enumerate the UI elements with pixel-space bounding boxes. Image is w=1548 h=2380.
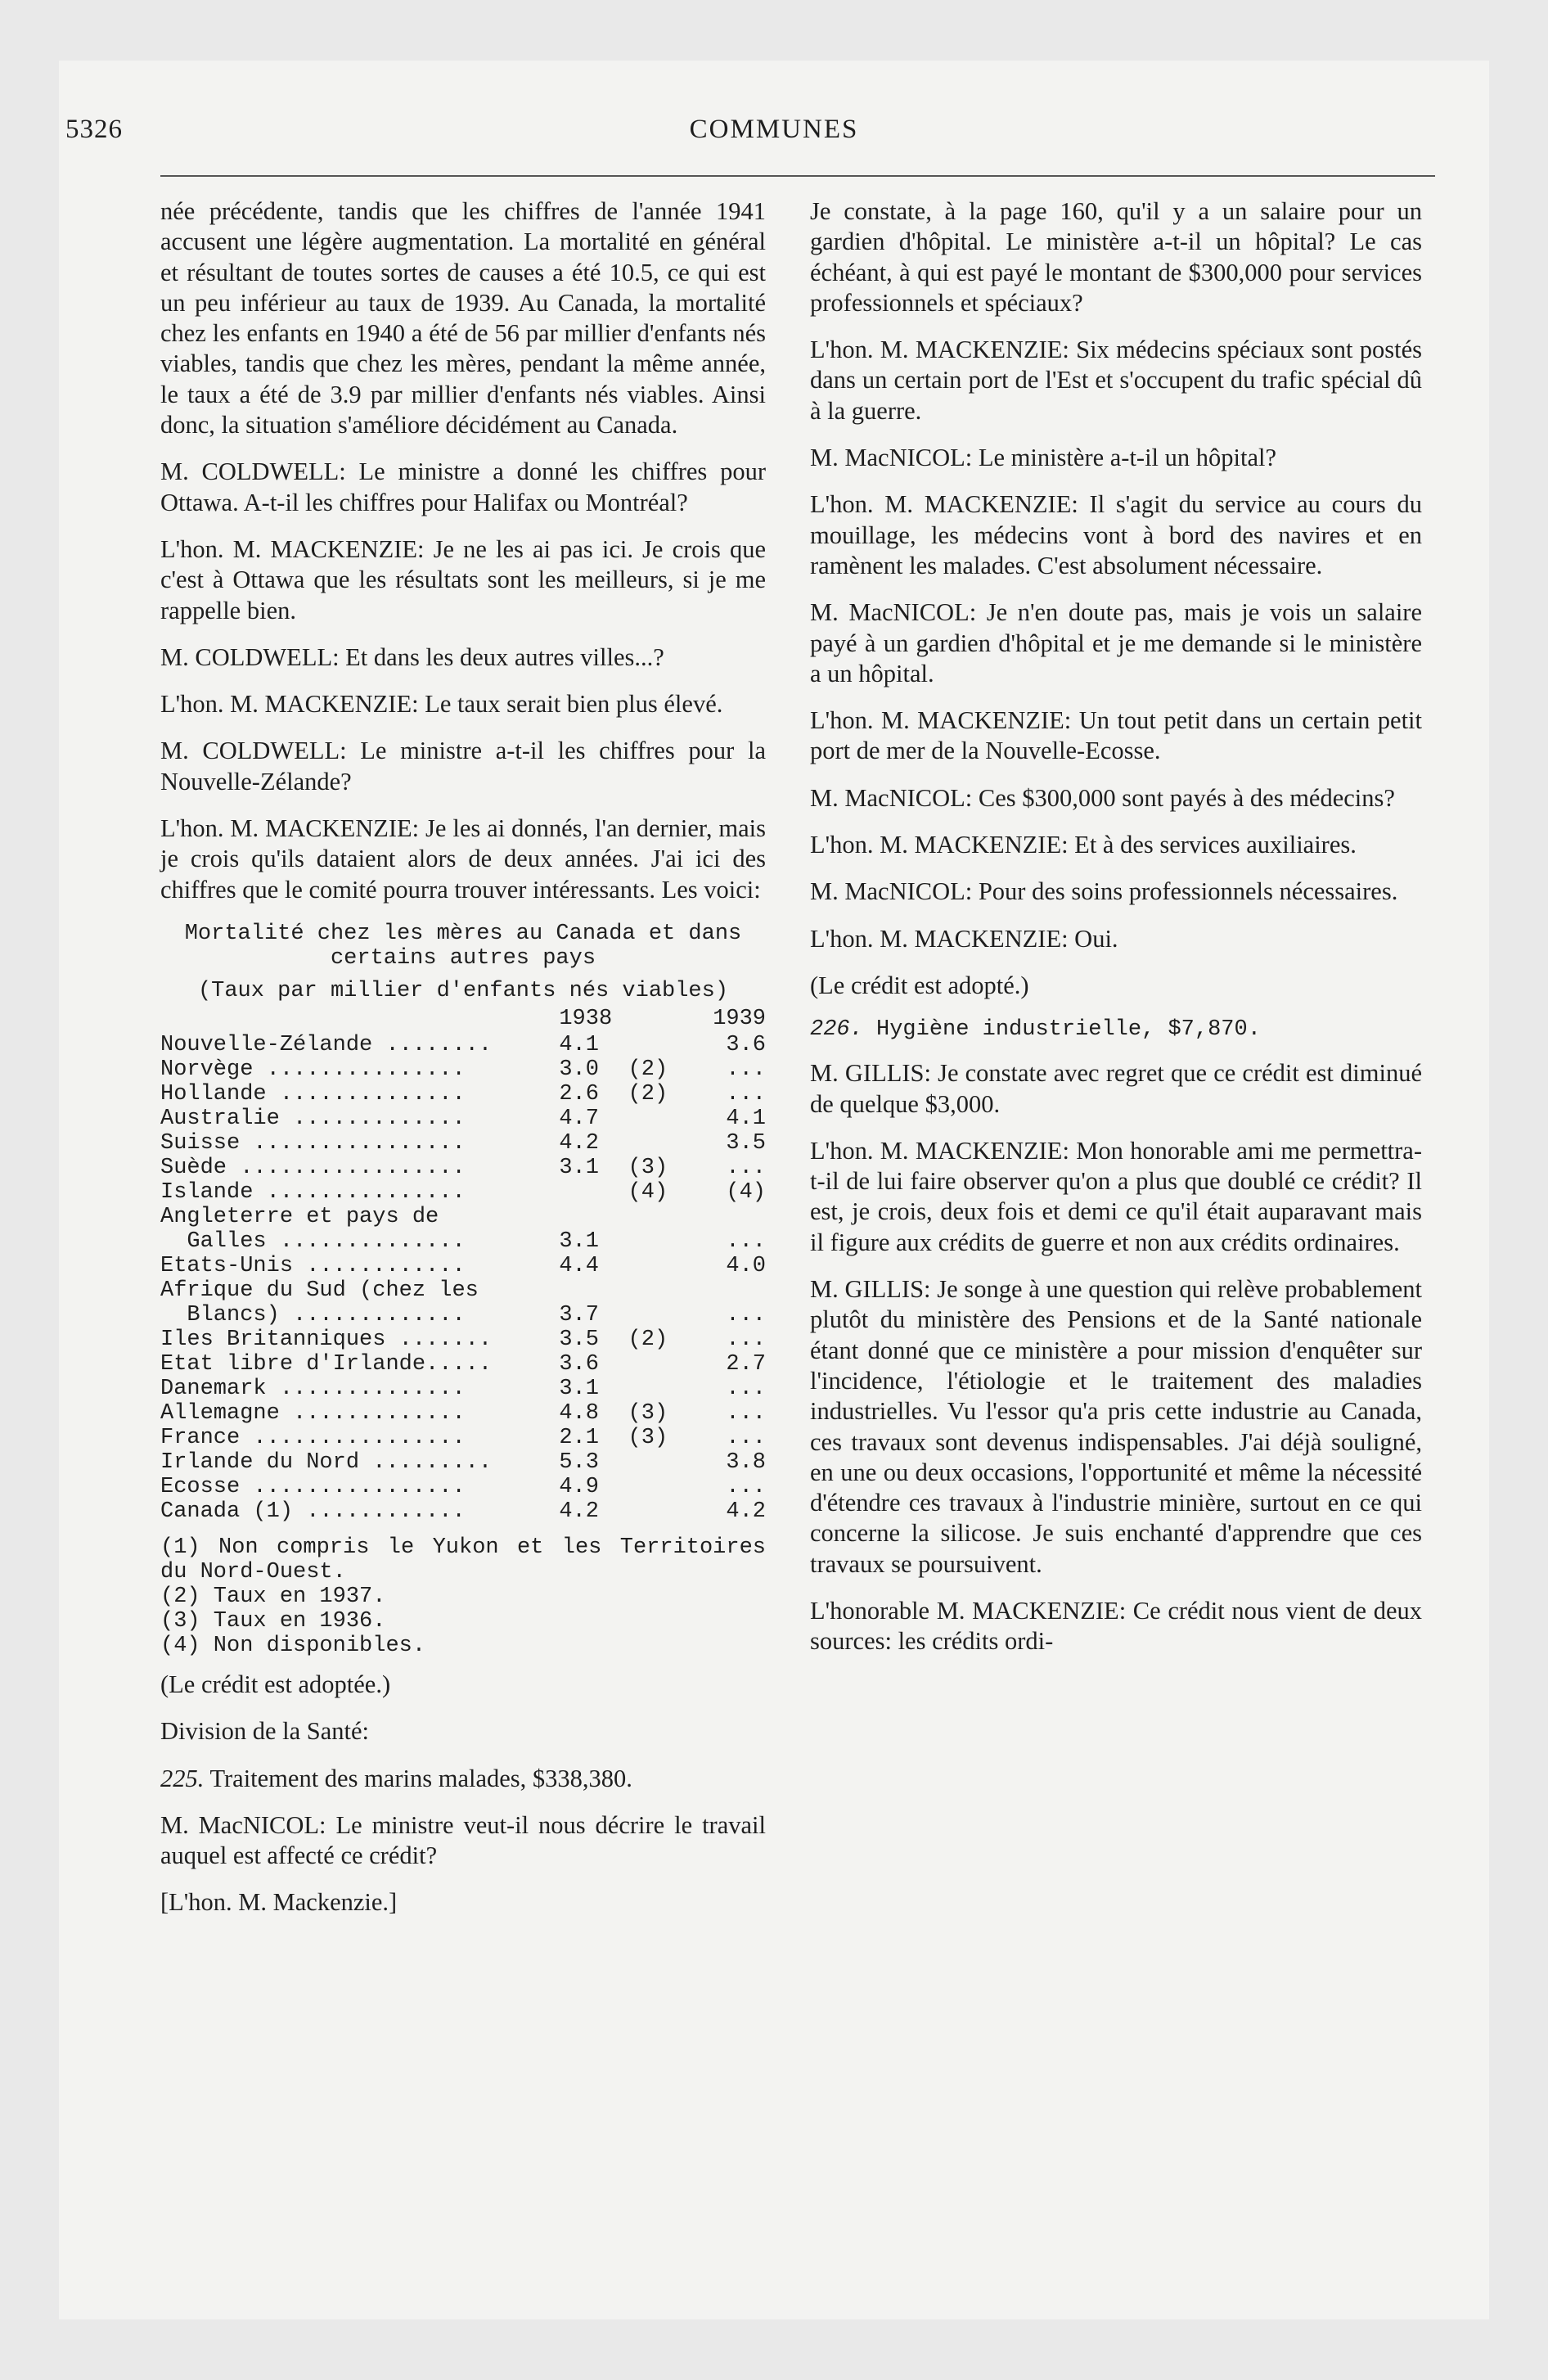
value-1938-cell: 3.5 — [559, 1327, 599, 1352]
table-row — [160, 1131, 766, 1156]
paragraph: L'hon. M. MACKENZIE: Un tout petit dans un certain petit port de mer de la Nouvelle-Ecosse. — [810, 706, 1422, 765]
footnote: (1) Non compris le Yukon et les Territoires du Nord-Ouest. — [160, 1535, 766, 1584]
country-cell: Australie ............. — [160, 1106, 466, 1131]
value-1938-cell: 4.2 — [559, 1130, 599, 1156]
paragraph: M. COLDWELL: Le ministre a donné les chiffres pour Ottawa. A-t-il les chiffres pour Halifax ou Montréal? — [160, 458, 766, 516]
paragraph: M. MacNICOL: Le ministère a-t-il un hôpital? — [810, 444, 1277, 472]
table-row — [160, 1450, 766, 1475]
country-cell: Galles .............. — [160, 1228, 466, 1254]
paragraph: [L'hon. M. Mackenzie.] — [160, 1888, 398, 1917]
country-cell: Suisse ................ — [160, 1130, 466, 1156]
footnote: (4) Non disponibles. — [160, 1633, 426, 1658]
note-cell — [628, 1107, 687, 1131]
page-number: 5326 — [65, 115, 123, 144]
table-row — [160, 1352, 766, 1377]
value-1939-cell: 4.1 — [726, 1106, 766, 1131]
paragraph: M. COLDWELL: Le ministre a-t-il les chiffres pour la Nouvelle-Zélande? — [160, 737, 766, 796]
value-1939-cell: ... — [726, 1302, 766, 1327]
country-cell: Nouvelle-Zélande ........ — [160, 1032, 493, 1057]
column-header-1938: 1938 — [559, 1006, 613, 1031]
vote-number: 225. — [160, 1764, 205, 1792]
running-head: COMMUNES — [689, 115, 859, 144]
table-row — [160, 1426, 766, 1450]
table-row — [160, 1229, 766, 1254]
table-row — [160, 1327, 766, 1352]
value-1939-cell: 3.5 — [726, 1130, 766, 1156]
value-1939-cell — [687, 1205, 766, 1229]
value-1938-cell: 3.1 — [559, 1376, 599, 1401]
note-cell — [628, 1278, 687, 1303]
country-cell: Etat libre d'Irlande..... — [160, 1351, 493, 1377]
value-1939-cell: 3.8 — [726, 1449, 766, 1475]
note-cell — [628, 1303, 687, 1327]
left-column — [160, 196, 766, 1935]
country-cell: Iles Britanniques ....... — [160, 1327, 493, 1352]
column-header-1939: 1939 — [713, 1006, 766, 1031]
value-1938-cell — [559, 1205, 628, 1229]
paragraph: (Le crédit est adopté.) — [810, 971, 1029, 999]
note-cell — [628, 1377, 687, 1401]
paragraph: L'hon. M. MACKENZIE: Le taux serait bien plus élevé. — [160, 690, 723, 719]
value-1938-cell: 4.1 — [559, 1032, 599, 1057]
note-cell — [628, 1450, 687, 1475]
note-cell — [628, 1033, 687, 1057]
value-1938-cell: 3.1 — [559, 1228, 599, 1254]
value-1938-cell: 3.1 — [559, 1155, 599, 1180]
paragraph: M. GILLIS: Je songe à une question qui relève probablement plutôt du ministère des Pensions et de la Santé nationale étant donné que ce ministère a pour mission d'enquêter sur l'incidence, l'étiologie et le traitement des maladies industrielles. Vu l'essor qu'a pris cette industrie au Canada, ces travaux sont devenus indispensables. J'ai déjà souligné, en une ou deux occasions, l'opportunité et même la nécessité d'étendre ces travaux à l'industrie minière, surtout en ce qui concerne la silicose. Je suis enchanté d'apprendre que ces travaux se poursuivent. — [810, 1275, 1422, 1578]
paragraph: L'hon. M. MACKENZIE: Oui. — [810, 924, 1118, 953]
paragraph: M. MacNICOL: Le ministre veut-il nous décrire le travail auquel est affecté ce crédit? — [160, 1810, 766, 1870]
paragraph: L'hon. M. MACKENZIE: Je ne les ai pas ici. Je crois que c'est à Ottawa que les résultats sont les meilleurs, si je me rappelle bien. — [160, 534, 766, 624]
value-1939-cell: (4) — [726, 1179, 766, 1205]
value-1938-cell: 4.2 — [559, 1499, 599, 1524]
value-1939-cell: 2.7 — [726, 1351, 766, 1377]
table-row — [160, 1499, 766, 1524]
table-row — [160, 1156, 766, 1180]
country-cell: Danemark .............. — [160, 1376, 466, 1401]
vote-item — [160, 1764, 766, 1794]
paragraph: L'hon. M. MACKENZIE: Et à des services auxiliaires. — [810, 831, 1357, 859]
value-1939-cell — [687, 1278, 766, 1303]
footnote: (3) Taux en 1936. — [160, 1608, 386, 1634]
value-1938-cell — [559, 1180, 628, 1205]
note-cell: (4) — [628, 1179, 668, 1205]
country-cell: Etats-Unis ............ — [160, 1253, 466, 1278]
table-subtitle: (Taux par millier d'enfants nés viables) — [197, 978, 729, 1003]
paragraph: M. MacNICOL: Pour des soins professionnels nécessaires. — [810, 877, 1398, 906]
value-1939-cell: 4.2 — [726, 1499, 766, 1524]
note-cell: (2) — [628, 1327, 668, 1352]
table-footnotes — [160, 1535, 766, 1658]
value-1938-cell: 4.7 — [559, 1106, 599, 1131]
paragraph: L'hon. M. MACKENZIE: Il s'agit du service au cours du mouillage, les médecins vont à bord des navires et en ramènent les malades. C'est absolument nécessaire. — [810, 490, 1422, 579]
table-row — [160, 1205, 766, 1229]
note-cell — [628, 1131, 687, 1156]
value-1939-cell: ... — [726, 1081, 766, 1107]
table-row — [160, 1033, 766, 1057]
value-1939-cell: ... — [726, 1425, 766, 1450]
table-row — [160, 1475, 766, 1499]
table-row — [160, 1180, 766, 1205]
country-cell: Suède ................. — [160, 1155, 466, 1180]
country-cell: Allemagne ............. — [160, 1400, 466, 1426]
note-cell — [628, 1254, 687, 1278]
note-cell — [628, 1499, 687, 1524]
value-1939-cell: ... — [726, 1057, 766, 1082]
country-cell: Ecosse ................ — [160, 1474, 466, 1499]
table-header-row — [160, 1007, 766, 1033]
value-1938-cell: 4.4 — [559, 1253, 599, 1278]
right-column — [810, 196, 1422, 1674]
table-row — [160, 1401, 766, 1426]
paragraph: M. GILLIS: Je constate avec regret que ce crédit est diminué de quelque $3,000. — [810, 1059, 1422, 1118]
table-row — [160, 1082, 766, 1107]
footnote: (2) Taux en 1937. — [160, 1584, 386, 1609]
value-1939-cell: ... — [726, 1327, 766, 1352]
country-cell: Irlande du Nord ......... — [160, 1449, 493, 1475]
table-row — [160, 1278, 766, 1303]
value-1938-cell: 3.0 — [559, 1057, 599, 1082]
value-1938-cell: 2.6 — [559, 1081, 599, 1107]
table-row — [160, 1303, 766, 1327]
value-1939-cell: ... — [726, 1155, 766, 1180]
value-1938-cell: 4.9 — [559, 1474, 599, 1499]
value-1938-cell: 5.3 — [559, 1449, 599, 1475]
value-1938-cell: 2.1 — [559, 1425, 599, 1450]
value-1939-cell: ... — [726, 1474, 766, 1499]
note-cell: (2) — [628, 1081, 668, 1107]
country-cell: Islande ............... — [160, 1179, 466, 1205]
paragraph: L'honorable M. MACKENZIE: Ce crédit nous vient de deux sources: les crédits ordi- — [810, 1596, 1422, 1656]
mortality-table — [160, 1007, 766, 1524]
vote-text: Traitement des marins malades, $338,380. — [204, 1764, 632, 1792]
value-1939-cell: ... — [726, 1376, 766, 1401]
country-cell: Angleterre et pays de — [160, 1204, 439, 1229]
vote-number: 226. — [810, 1017, 863, 1043]
country-cell: France ................ — [160, 1425, 466, 1450]
table-row — [160, 1107, 766, 1131]
paragraph: L'hon. M. MACKENZIE: Mon honorable ami me permettra-t-il de lui faire observer qu'on a plus que doublé ce crédit? Il est, je crois, deux fois et demi ce qu'il était auparavant mais il figure aux crédits de guerre et non aux crédits ordinaires. — [810, 1136, 1422, 1256]
note-cell — [628, 1475, 687, 1499]
value-1938-cell: 3.7 — [559, 1302, 599, 1327]
value-1938-cell: 4.8 — [559, 1400, 599, 1426]
note-cell — [628, 1352, 687, 1377]
paragraph: Division de la Santé: — [160, 1717, 369, 1746]
vote-item — [810, 1017, 1422, 1042]
note-cell: (3) — [628, 1155, 668, 1180]
paragraph: M. MacNICOL: Ces $300,000 sont payés à des médecins? — [810, 783, 1395, 812]
value-1939-cell: 4.0 — [726, 1253, 766, 1278]
note-cell: (2) — [628, 1057, 668, 1082]
paragraph: M. COLDWELL: Et dans les deux autres villes...? — [160, 642, 664, 671]
country-cell: Afrique du Sud (chez les — [160, 1278, 479, 1303]
paragraph: L'hon. M. MACKENZIE: Je les ai donnés, l'an dernier, mais je crois qu'ils dataient alors de deux années. J'ai ici des chiffres que le comité pourra trouver intéressants. Les voici: — [160, 814, 766, 904]
value-1939-cell: ... — [726, 1400, 766, 1426]
value-1938-cell: 3.6 — [559, 1351, 599, 1377]
table-row — [160, 1377, 766, 1401]
value-1938-cell — [559, 1278, 628, 1303]
paragraph: (Le crédit est adoptée.) — [160, 1670, 391, 1698]
table-row — [160, 1254, 766, 1278]
note-cell — [628, 1229, 687, 1254]
mortality-table-block — [160, 922, 766, 1658]
header-rule — [160, 175, 1435, 177]
country-cell: Blancs) ............. — [160, 1302, 466, 1327]
value-1939-cell: ... — [726, 1228, 766, 1254]
country-cell: Canada (1) ............ — [160, 1499, 466, 1524]
value-1939-cell: 3.6 — [726, 1032, 766, 1057]
country-cell: Hollande .............. — [160, 1081, 466, 1107]
table-title: Mortalité chez les mères au Canada et dans certains autres pays — [184, 921, 742, 971]
paragraph: Je constate, à la page 160, qu'il y a un salaire pour un gardien d'hôpital. Le ministère a-t-il un hôpital? Le cas échéant, à qui est payé le montant de $300,000 pour services professionnels et spéciaux? — [810, 197, 1422, 317]
table-row — [160, 1057, 766, 1082]
paragraph: M. MacNICOL: Je n'en doute pas, mais je vois un salaire payé à un gardien d'hôpital et je me demande si le ministère a un hôpital. — [810, 598, 1422, 687]
paragraph: née précédente, tandis que les chiffres de l'année 1941 accusent une légère augmentation. La mortalité en général et résultant de toutes sortes de causes a été 10.5, ce qui est un peu inférieur au taux de 1939. Au Canada, la mortalité chez les enfants en 1940 a été de 56 par millier d'enfants nés viables, tandis que chez les mères, pendant la même année, le taux a été de 3.9 par millier d'enfants nés viables. Ainsi donc, la situation s'améliore décidément au Canada. — [160, 197, 766, 439]
note-cell: (3) — [628, 1425, 668, 1450]
vote-text: Hygiène industrielle, $7,870. — [862, 1017, 1261, 1043]
paragraph: L'hon. M. MACKENZIE: Six médecins spéciaux sont postés dans un certain port de l'Est et s'occupent du trafic spécial dû à la guerre. — [810, 336, 1422, 425]
note-cell — [628, 1205, 687, 1229]
country-cell: Norvège ............... — [160, 1057, 466, 1082]
note-cell: (3) — [628, 1400, 668, 1426]
